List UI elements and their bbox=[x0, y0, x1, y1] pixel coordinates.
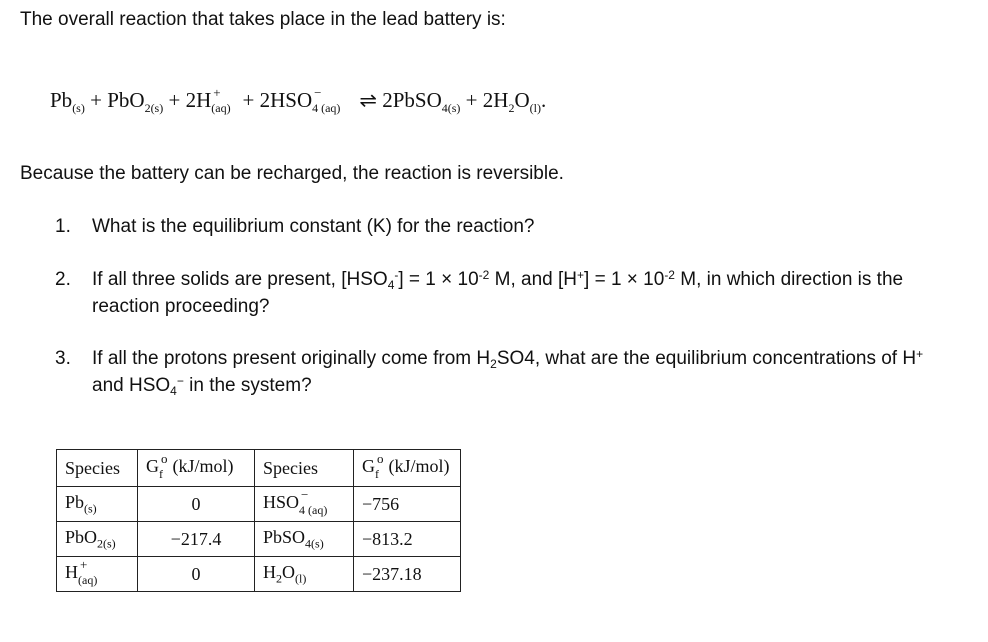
question-number: 1. bbox=[55, 216, 71, 237]
eq-hso4-indices bbox=[312, 85, 341, 116]
gf-value: −813.2 bbox=[354, 522, 461, 557]
question-2 bbox=[55, 267, 925, 320]
eq-h-charge: + bbox=[213, 85, 221, 101]
question-text: What is the equilibrium constant (K) for the reaction? bbox=[92, 216, 535, 237]
reaction-equation bbox=[50, 85, 547, 116]
eq-pbo2: PbO bbox=[107, 88, 145, 112]
eq-h: 2H bbox=[185, 88, 212, 112]
reversible-text: Because the battery can be recharged, the reaction is reversible. bbox=[20, 163, 564, 184]
eq-pbso4-state: 4(s) bbox=[441, 101, 461, 116]
eq-h2o-sub: 2 bbox=[508, 101, 515, 116]
eq-hso4-state: 4 (aq) bbox=[312, 101, 341, 116]
table-row bbox=[57, 487, 461, 522]
question-3 bbox=[55, 346, 925, 400]
eq-pb-state: (s) bbox=[72, 101, 85, 116]
species-cell: $H_2O_{(l)}$ bbox=[255, 557, 354, 592]
question-1 bbox=[55, 214, 534, 240]
question-number: 3. bbox=[55, 348, 71, 369]
eq-period: . bbox=[540, 88, 547, 112]
eq-pbso4: 2PbSO bbox=[382, 88, 442, 112]
eq-h2o-state: (l) bbox=[529, 101, 541, 116]
gf-value: −756 bbox=[354, 487, 461, 522]
eq-plus: + bbox=[465, 88, 478, 112]
gf-value: 0 bbox=[138, 487, 255, 522]
eq-pb: Pb bbox=[50, 88, 73, 112]
gibbs-energy-table bbox=[56, 449, 461, 592]
eq-plus: + bbox=[90, 88, 102, 112]
header-gf: G o f (kJ/mol) bbox=[354, 450, 461, 487]
species-cell: HSO − 4 (aq) bbox=[255, 487, 354, 522]
eq-h-indices bbox=[211, 85, 231, 116]
species-cell: PbO$_{2(s)}$ bbox=[57, 522, 138, 557]
eq-plus: + bbox=[242, 88, 255, 112]
table-row bbox=[57, 557, 461, 592]
equilibrium-arrow: ⇌ bbox=[359, 88, 377, 112]
eq-pbo2-state: 2(s) bbox=[144, 101, 164, 116]
intro-text: The overall reaction that takes place in the lead battery is: bbox=[20, 9, 506, 30]
question-number: 2. bbox=[55, 269, 71, 290]
eq-plus: + bbox=[168, 88, 181, 112]
header-species: Species bbox=[255, 450, 354, 487]
question-text: If all the protons present originally come from $H_2SO4$, what are the equilibrium concentrations of H+ and $HSO_4^-$ in the system? bbox=[92, 347, 924, 398]
header-gf: G o f (kJ/mol) bbox=[138, 450, 255, 487]
gf-value: −217.4 bbox=[138, 522, 255, 557]
table-row bbox=[57, 522, 461, 557]
eq-h2o-o: O bbox=[514, 88, 530, 112]
species-cell: H + (aq) bbox=[57, 557, 138, 592]
eq-hso4-charge: − bbox=[314, 85, 322, 101]
species-cell: $Pb_{(s)}$ bbox=[57, 487, 138, 522]
header-species: Species bbox=[57, 450, 138, 487]
eq-hso4: 2HSO bbox=[259, 88, 313, 112]
gf-value: 0 bbox=[138, 557, 255, 592]
table-header-row bbox=[57, 450, 461, 487]
gf-value: −237.18 bbox=[354, 557, 461, 592]
question-text: If all three solids are present, $[HSO_4^-] = 1 \times 10^{-2}$ M, and $[H^+] = 1 \times 10^{-2}$ M, in which direction is the reaction proceeding? bbox=[92, 268, 904, 317]
eq-h-state: (aq) bbox=[211, 101, 231, 116]
eq-h2o: 2H bbox=[482, 88, 509, 112]
species-cell: PbSO$_{4(s)}$ bbox=[255, 522, 354, 557]
